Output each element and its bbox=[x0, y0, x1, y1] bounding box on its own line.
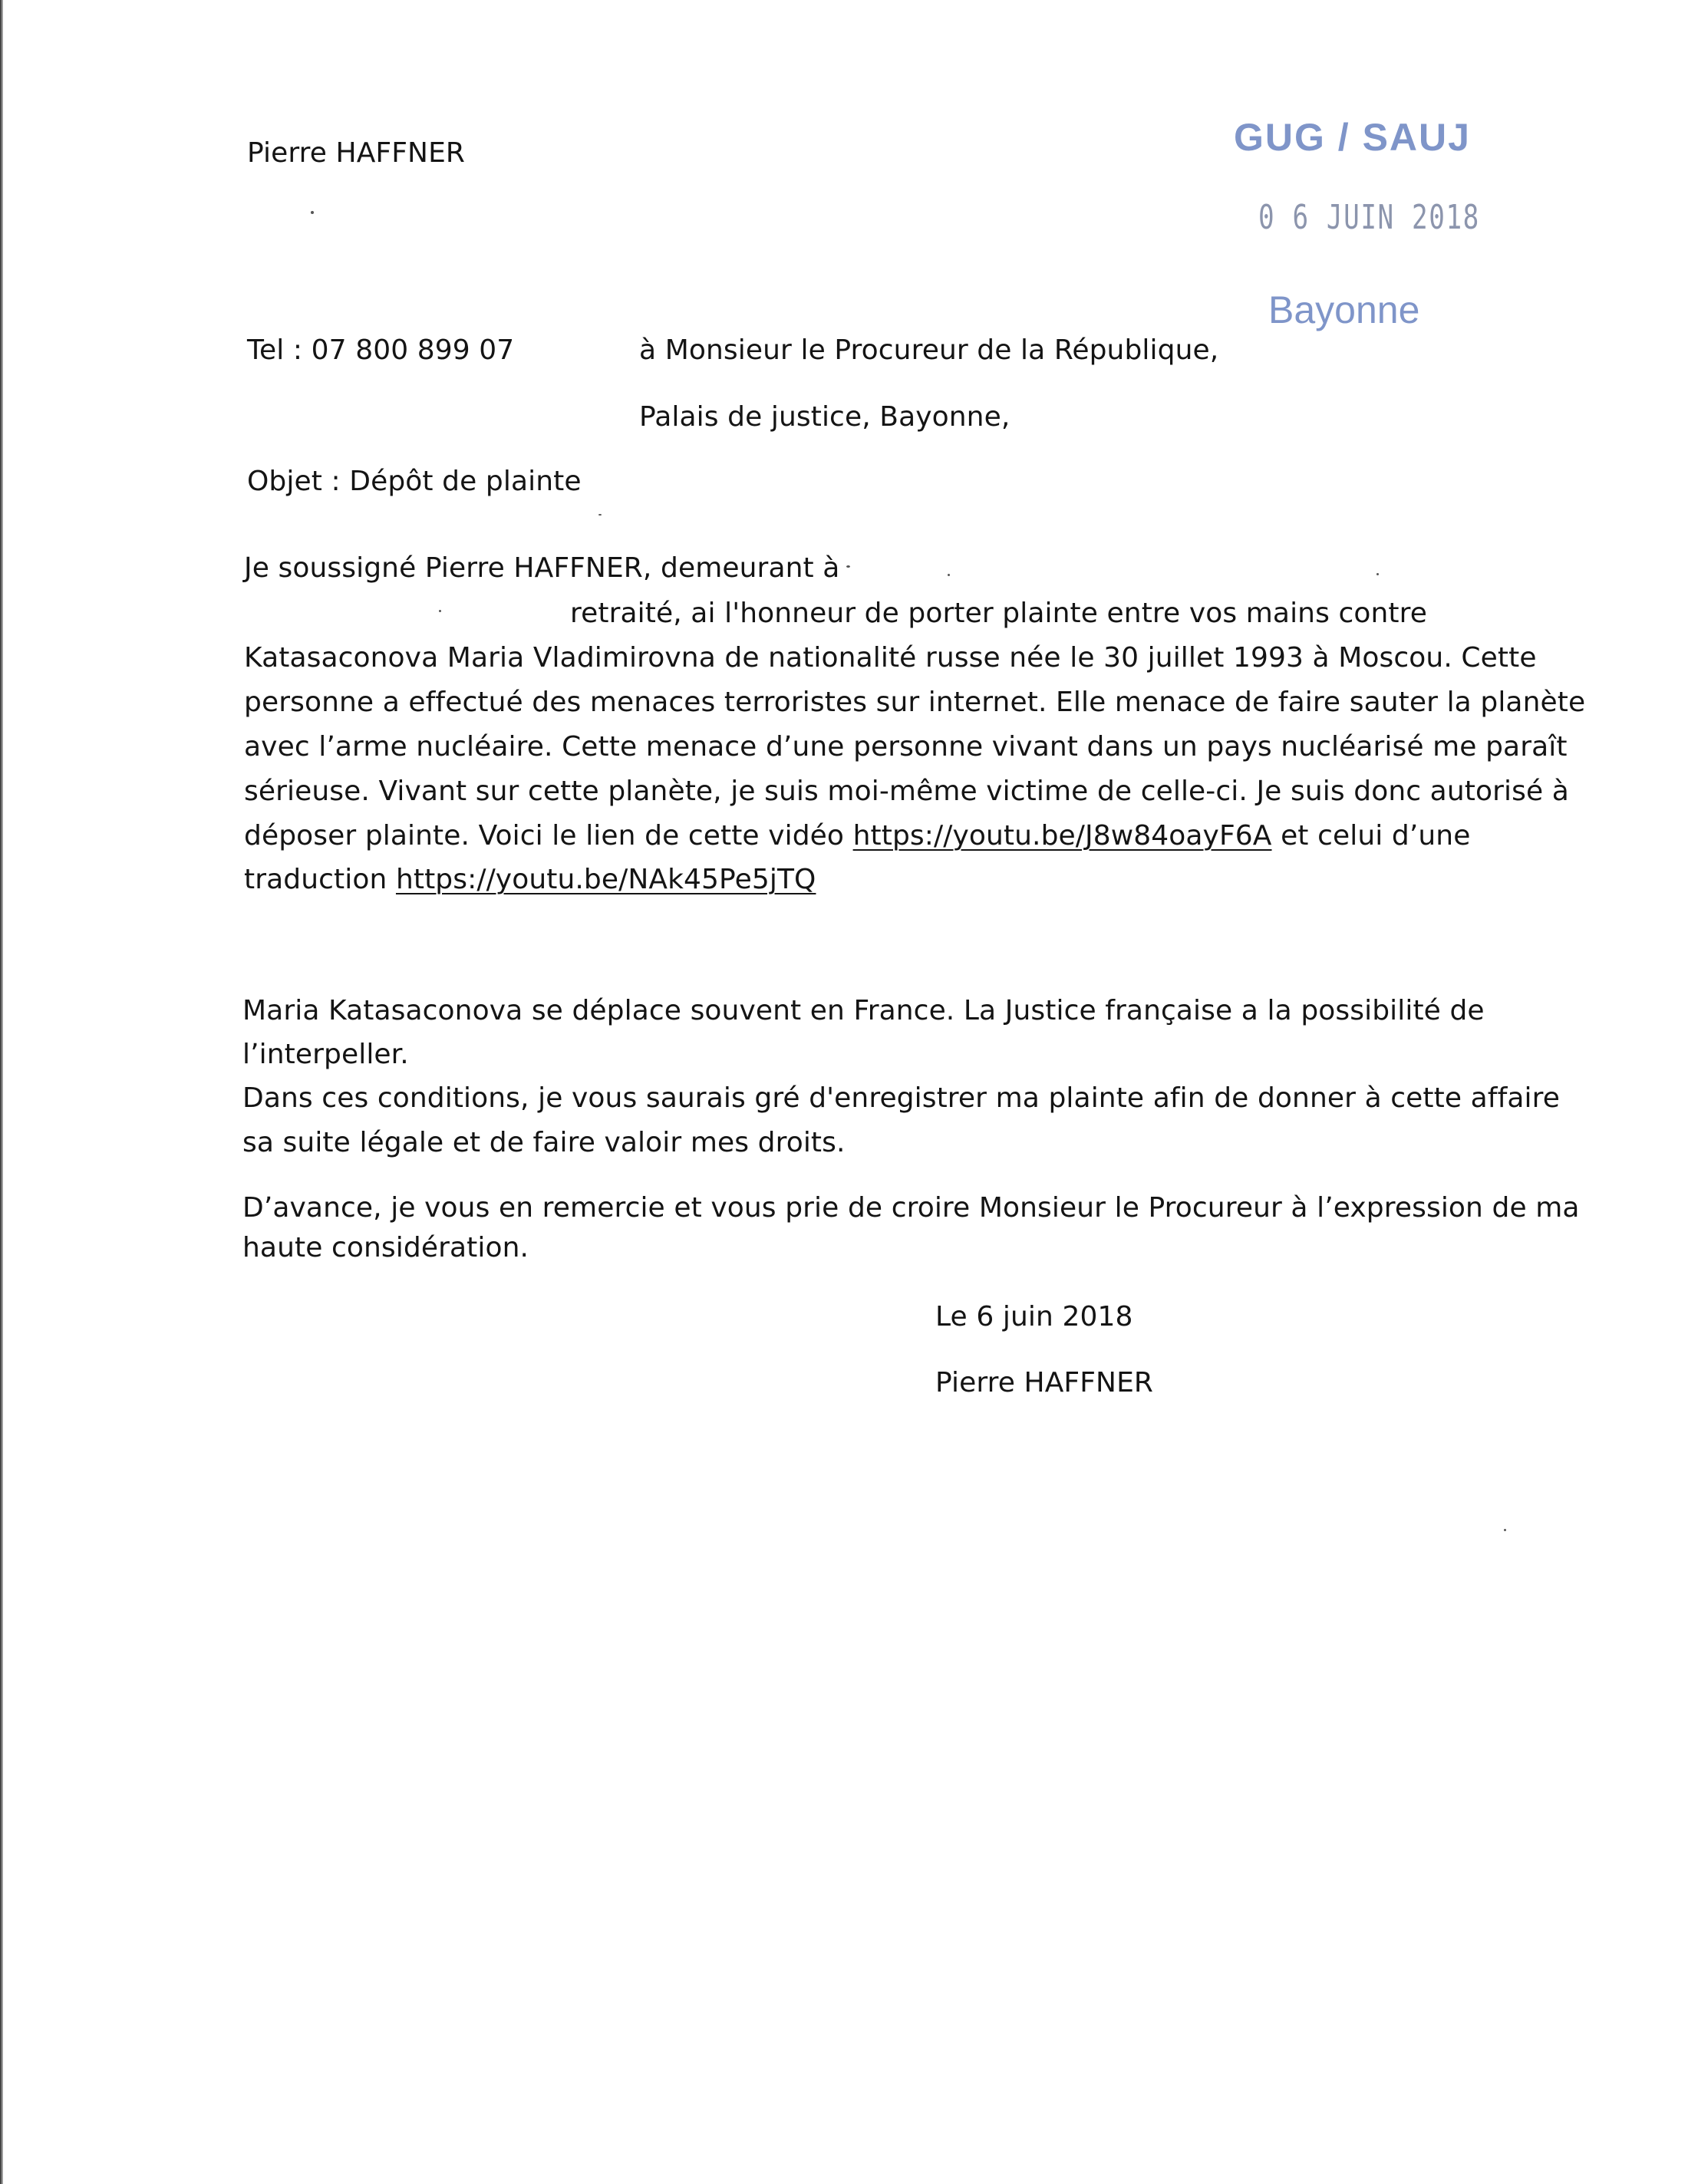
scan-speck bbox=[439, 610, 441, 612]
body-line: Katasaconova Maria Vladimirovna de nationalité russe née le 30 juillet 1993 à Moscou. Cette bbox=[244, 642, 1537, 674]
sender-phone: Tel : 07 800 899 07 bbox=[247, 334, 515, 366]
scan-speck bbox=[1504, 1529, 1506, 1531]
scan-speck bbox=[948, 574, 950, 576]
body-line: haute considération. bbox=[242, 1232, 529, 1263]
body-line: Je soussigné Pierre HAFFNER, demeurant à bbox=[244, 552, 840, 584]
body-line: D’avance, je vous en remercie et vous prie de croire Monsieur le Procureur à l’expression de ma bbox=[242, 1192, 1580, 1224]
body-line-with-link bbox=[244, 865, 816, 895]
body-line: Dans ces conditions, je vous saurais gré d'enregistrer ma plainte afin de donner à cette affaire bbox=[242, 1082, 1560, 1114]
scan-speck bbox=[598, 514, 602, 516]
scan-speck bbox=[846, 565, 850, 568]
body-line: avec l’arme nucléaire. Cette menace d’une personne vivant dans un pays nucléarisé me paraît bbox=[244, 731, 1568, 763]
reception-stamp-city: Bayonne bbox=[1268, 288, 1420, 331]
body-text: et celui d’une bbox=[1281, 820, 1471, 852]
translation-link[interactable]: https://youtu.be/NAk45Pe5jTQ bbox=[395, 864, 816, 895]
body-line: retraité, ai l'honneur de porter plainte entre vos mains contre bbox=[570, 598, 1428, 629]
scan-speck bbox=[311, 211, 314, 214]
body-line: personne a effectué des menaces terroristes sur internet. Elle menace de faire sauter la planète bbox=[244, 687, 1586, 718]
scan-edge bbox=[0, 0, 3, 2184]
body-line: Maria Katasaconova se déplace souvent en France. La Justice française a la possibilité de bbox=[242, 995, 1485, 1026]
reception-stamp-office: GUG / SAUJ bbox=[1234, 116, 1471, 159]
body-line-with-link bbox=[244, 821, 1470, 852]
body-text: déposer plainte. Voici le lien de cette vidéo bbox=[244, 820, 845, 852]
video-link[interactable]: https://youtu.be/J8w84oayF6A bbox=[852, 820, 1272, 852]
body-line: sérieuse. Vivant sur cette planète, je suis moi-même victime de celle-ci. Je suis donc autorisé à bbox=[244, 776, 1569, 807]
letter-subject: Objet : Dépôt de plainte bbox=[247, 466, 582, 497]
reception-stamp-date: 0 6 JUIN 2018 bbox=[1258, 198, 1480, 237]
closing-signature: Pierre HAFFNER bbox=[935, 1367, 1154, 1398]
recipient-line-2: Palais de justice, Bayonne, bbox=[639, 401, 1010, 433]
body-line: l’interpeller. bbox=[242, 1039, 409, 1070]
scan-speck bbox=[1376, 573, 1379, 575]
body-line: sa suite légale et de faire valoir mes droits. bbox=[242, 1127, 846, 1158]
closing-date: Le 6 juin 2018 bbox=[935, 1301, 1133, 1332]
recipient-line-1: à Monsieur le Procureur de la République, bbox=[639, 334, 1219, 366]
sender-name: Pierre HAFFNER bbox=[247, 137, 466, 169]
body-text: traduction bbox=[244, 864, 387, 895]
